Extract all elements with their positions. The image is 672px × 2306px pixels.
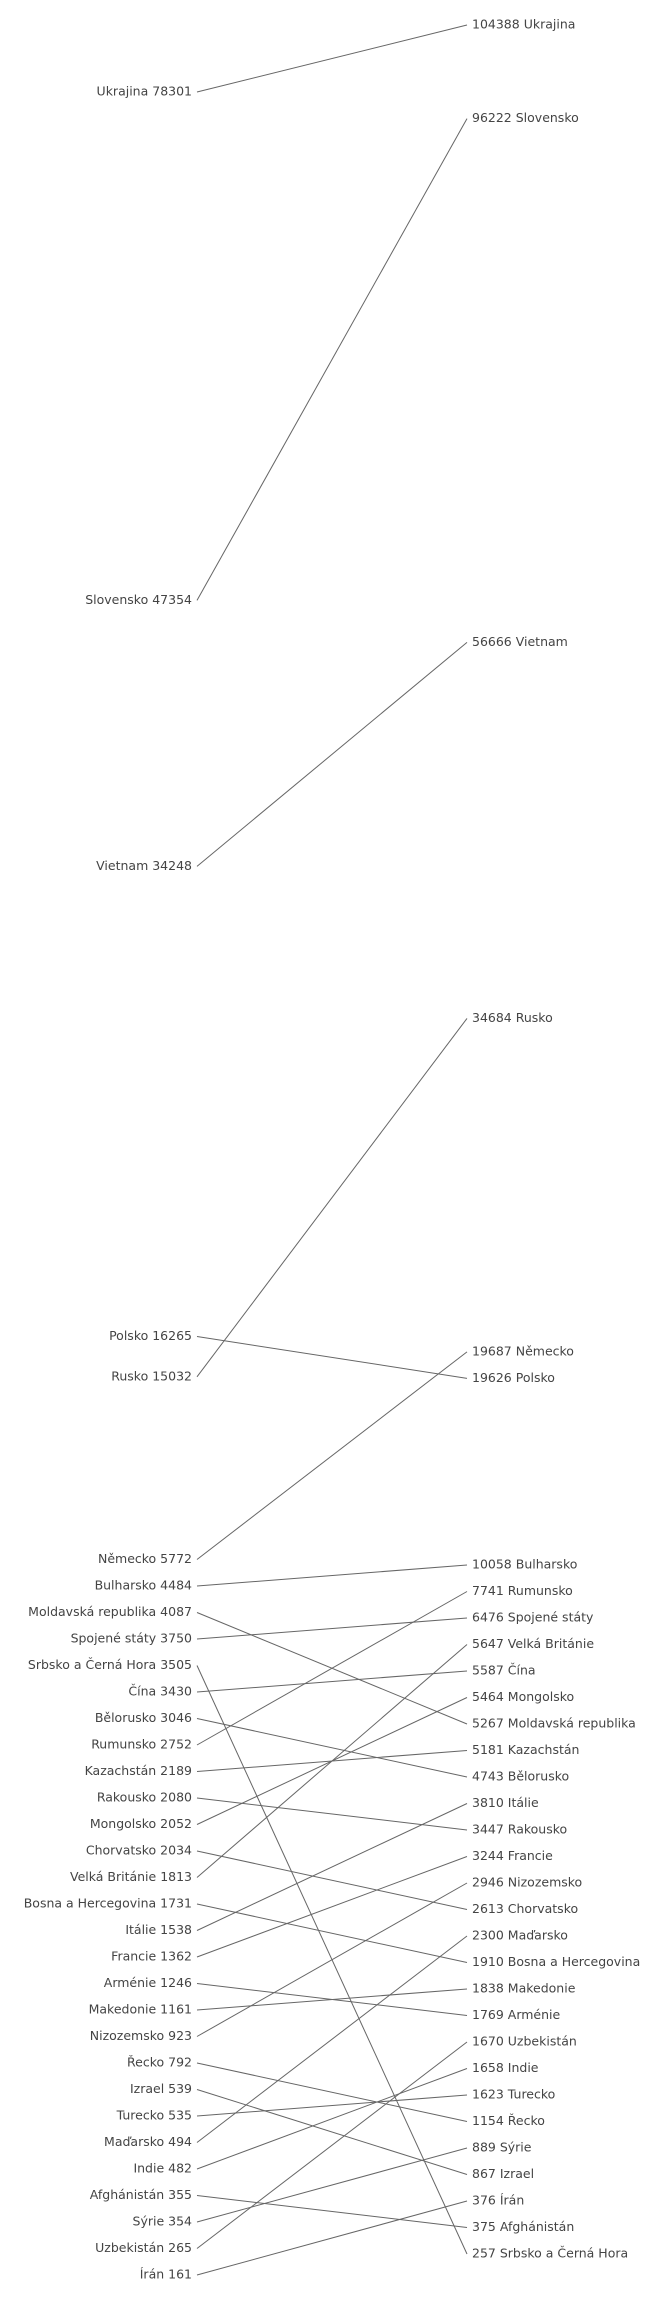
slope-line-rusko — [197, 1018, 467, 1376]
left-label-spojene-staty: Spojené státy 3750 — [70, 1630, 192, 1646]
left-label-bulharsko: Bulharsko 4484 — [94, 1577, 192, 1593]
slope-line-afghanistan — [197, 2196, 467, 2228]
right-label-rakousko: 3447 Rakousko — [472, 1821, 568, 1837]
left-label-rumunsko: Rumunsko 2752 — [91, 1736, 192, 1752]
right-label-makedonie: 1838 Makedonie — [472, 1980, 576, 1996]
left-label-iran: Írán 161 — [139, 2266, 192, 2282]
slope-line-italie — [197, 1804, 467, 1931]
left-label-rusko: Rusko 15032 — [111, 1368, 192, 1384]
left-label-ukrajina: Ukrajina 78301 — [96, 83, 192, 99]
left-label-slovensko: Slovensko 47354 — [85, 591, 192, 607]
right-label-francie: 3244 Francie — [472, 1848, 553, 1863]
left-label-afghanistan: Afghánistán 355 — [89, 2187, 192, 2202]
slope-line-polsko — [197, 1336, 467, 1378]
left-label-nizozemsko: Nizozemsko 923 — [89, 2028, 192, 2043]
right-label-bosna-a-hercegovina: 1910 Bosna a Hercegovina — [472, 1954, 641, 1969]
left-label-mongolsko: Mongolsko 2052 — [89, 1816, 192, 1831]
slope-line-syrie — [197, 2148, 467, 2222]
right-label-vietnam: 56666 Vietnam — [472, 633, 568, 649]
slope-line-rakousko — [197, 1798, 467, 1830]
slope-line-indie — [197, 2069, 467, 2170]
slope-line-bosna-a-hercegovina — [197, 1904, 467, 1963]
slope-line-spojene-staty — [197, 1618, 467, 1639]
right-label-polsko: 19626 Polsko — [472, 1369, 555, 1385]
left-label-velka-britanie: Velká Británie 1813 — [69, 1869, 192, 1884]
right-label-kazachstan: 5181 Kazachstán — [472, 1742, 580, 1757]
left-label-italie: Itálie 1538 — [125, 1922, 192, 1937]
right-label-moldavska-republika: 5267 Moldavská republika — [472, 1715, 636, 1731]
left-label-rakousko: Rakousko 2080 — [96, 1789, 192, 1805]
left-label-madarsko: Maďarsko 494 — [104, 2134, 192, 2149]
right-label-armenie: 1769 Arménie — [472, 2007, 561, 2022]
left-label-cina: Čína 3430 — [128, 1683, 192, 1699]
right-label-srbsko-a-cerna-hora: 257 Srbsko a Černá Hora — [472, 2245, 629, 2261]
slope-line-madarsko — [197, 1936, 467, 2143]
left-label-izrael: Izrael 539 — [129, 2081, 192, 2096]
right-label-madarsko: 2300 Maďarsko — [472, 1927, 568, 1943]
slope-line-moldavska-republika — [197, 1613, 467, 1725]
left-label-francie: Francie 1362 — [111, 1948, 192, 1964]
right-label-iran: 376 Írán — [472, 2192, 525, 2208]
right-label-rusko: 34684 Rusko — [472, 1009, 553, 1025]
left-label-syrie: Sýrie 354 — [132, 2213, 192, 2229]
slope-line-vietnam — [197, 642, 467, 866]
left-label-uzbekistan: Uzbekistán 265 — [95, 2240, 192, 2255]
slope-line-armenie — [197, 1984, 467, 2016]
left-label-armenie: Arménie 1246 — [103, 1975, 192, 1990]
right-labels — [472, 17, 640, 2261]
slope-line-izrael — [197, 2090, 467, 2175]
left-label-polsko: Polsko 16265 — [109, 1327, 192, 1343]
slope-line-uzbekistan — [197, 2042, 467, 2249]
left-label-indie: Indie 482 — [133, 2160, 192, 2176]
slope-line-nemecko — [197, 1352, 467, 1560]
right-label-turecko: 1623 Turecko — [472, 2086, 556, 2102]
right-label-nemecko: 19687 Německo — [472, 1343, 574, 1359]
left-label-nemecko: Německo 5772 — [97, 1551, 192, 1566]
right-label-uzbekistan: 1670 Uzbekistán — [472, 2033, 577, 2049]
slope-line-chorvatsko — [197, 1851, 467, 1910]
right-label-chorvatsko: 2613 Chorvatsko — [472, 1901, 579, 1916]
left-label-srbsko-a-cerna-hora: Srbsko a Černá Hora 3505 — [27, 1657, 192, 1672]
left-label-chorvatsko: Chorvatsko 2034 — [85, 1842, 192, 1858]
right-label-spojene-staty: 6476 Spojené státy — [472, 1609, 594, 1625]
right-label-ukrajina: 104388 Ukrajina — [472, 16, 576, 32]
slope-line-cina — [197, 1671, 467, 1692]
right-label-izrael: 867 Izrael — [472, 2166, 535, 2181]
left-label-recko: Řecko 792 — [127, 2054, 192, 2070]
left-label-makedonie: Makedonie 1161 — [88, 2001, 192, 2017]
left-label-vietnam: Vietnam 34248 — [96, 857, 192, 873]
left-label-turecko: Turecko 535 — [116, 2107, 192, 2123]
right-label-belorusko: 4743 Bělorusko — [472, 1768, 570, 1784]
slope-lines — [197, 25, 467, 2275]
slope-line-iran — [197, 2201, 467, 2275]
left-labels — [24, 84, 192, 2282]
slope-line-ukrajina — [197, 25, 467, 92]
right-label-indie: 1658 Indie — [472, 2060, 539, 2075]
right-label-afghanistan: 375 Afghánistán — [472, 2219, 575, 2234]
right-label-mongolsko: 5464 Mongolsko — [472, 1689, 575, 1704]
right-label-nizozemsko: 2946 Nizozemsko — [472, 1874, 583, 1890]
right-label-syrie: 889 Sýrie — [472, 2139, 532, 2155]
left-label-moldavska-republika: Moldavská republika 4087 — [28, 1604, 192, 1619]
slope-line-slovensko — [197, 119, 467, 601]
right-label-velka-britanie: 5647 Velká Británie — [472, 1636, 595, 1651]
right-label-recko: 1154 Řecko — [472, 2113, 545, 2128]
slope-line-bulharsko — [197, 1565, 467, 1586]
right-label-italie: 3810 Itálie — [472, 1795, 539, 1810]
right-label-bulharsko: 10058 Bulharsko — [472, 1556, 578, 1572]
right-label-slovensko: 96222 Slovensko — [472, 110, 579, 126]
left-label-belorusko: Bělorusko 3046 — [94, 1710, 192, 1725]
left-label-kazachstan: Kazachstán 2189 — [84, 1763, 192, 1778]
slope-line-francie — [197, 1857, 467, 1958]
right-label-rumunsko: 7741 Rumunsko — [472, 1583, 573, 1598]
right-label-cina: 5587 Čína — [472, 1662, 536, 1678]
left-label-bosna-a-hercegovina: Bosna a Hercegovina 1731 — [23, 1895, 192, 1911]
